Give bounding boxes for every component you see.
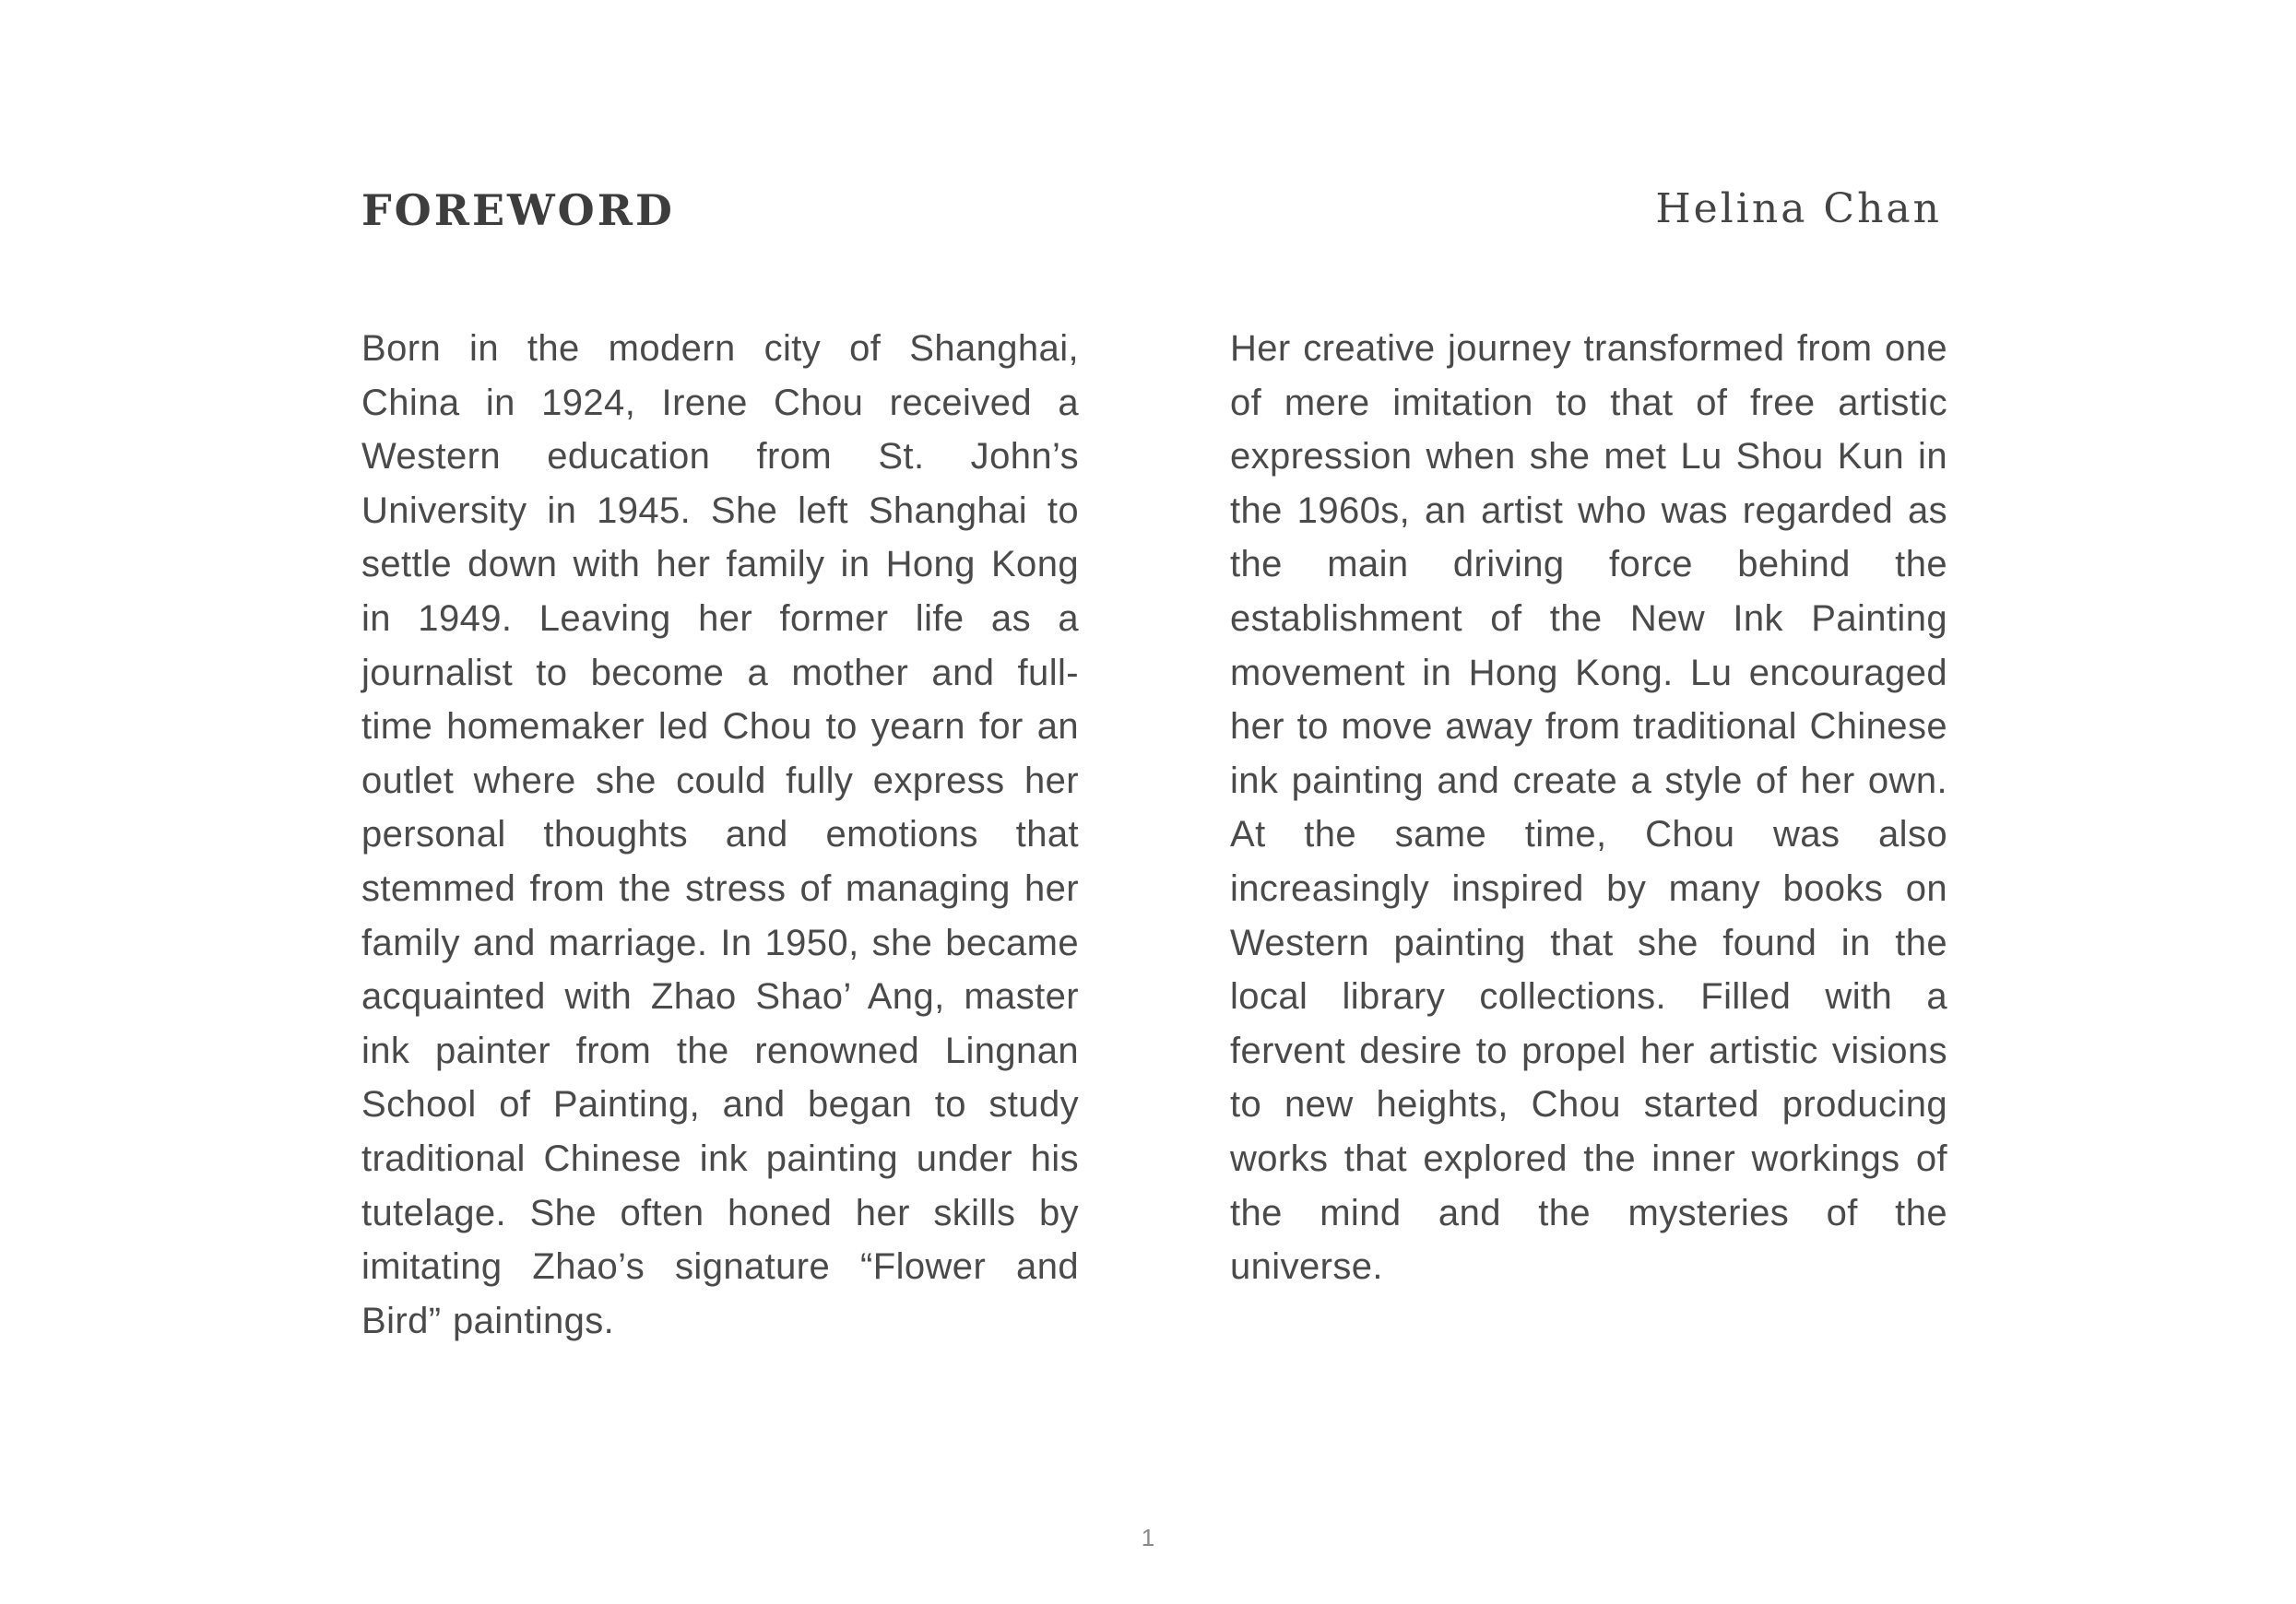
page-number: 1 xyxy=(1141,1524,1155,1551)
body-column-left: Born in the modern city of Shanghai, China in 1924, Irene Chou received a Western education from St. John’s University in 1945. She left Shanghai to settle down with her family in Hong Kong in 1949. Leaving her former life as a journalist to become a mother and full-time homemaker led Chou to yearn for an outlet where she could fully express her personal thoughts and emotions that stemmed from the stress of managing her family and marriage. In 1950, she became acquainted with Zhao Shao’ Ang, master ink painter from the renowned Lingnan School of Painting, and began to study traditional Chinese ink painting under his tutelage. She often honed her skills by imitating Zhao’s signature “Flower and Bird” paintings. xyxy=(361,328,1079,1341)
body-column-right: Her creative journey transformed from one of mere imitation to that of free artistic expression when she met Lu Shou Kun in the 1960s, an artist who was regarded as the main driving force behind the establishment of the New Ink Painting movement in Hong Kong. Lu encouraged her to move away from traditional Chinese ink painting and create a style of her own. At the same time, Chou was also increasingly inspired by many books on Western painting that she found in the local library collections. Filled with a fervent desire to propel her artistic visions to new heights, Chou started producing works that explored the inner workings of the mind and the mysteries of the universe. xyxy=(1230,328,1947,1288)
author-name: Helina Chan xyxy=(1655,185,1942,232)
page-title: FOREWORD xyxy=(361,185,675,235)
